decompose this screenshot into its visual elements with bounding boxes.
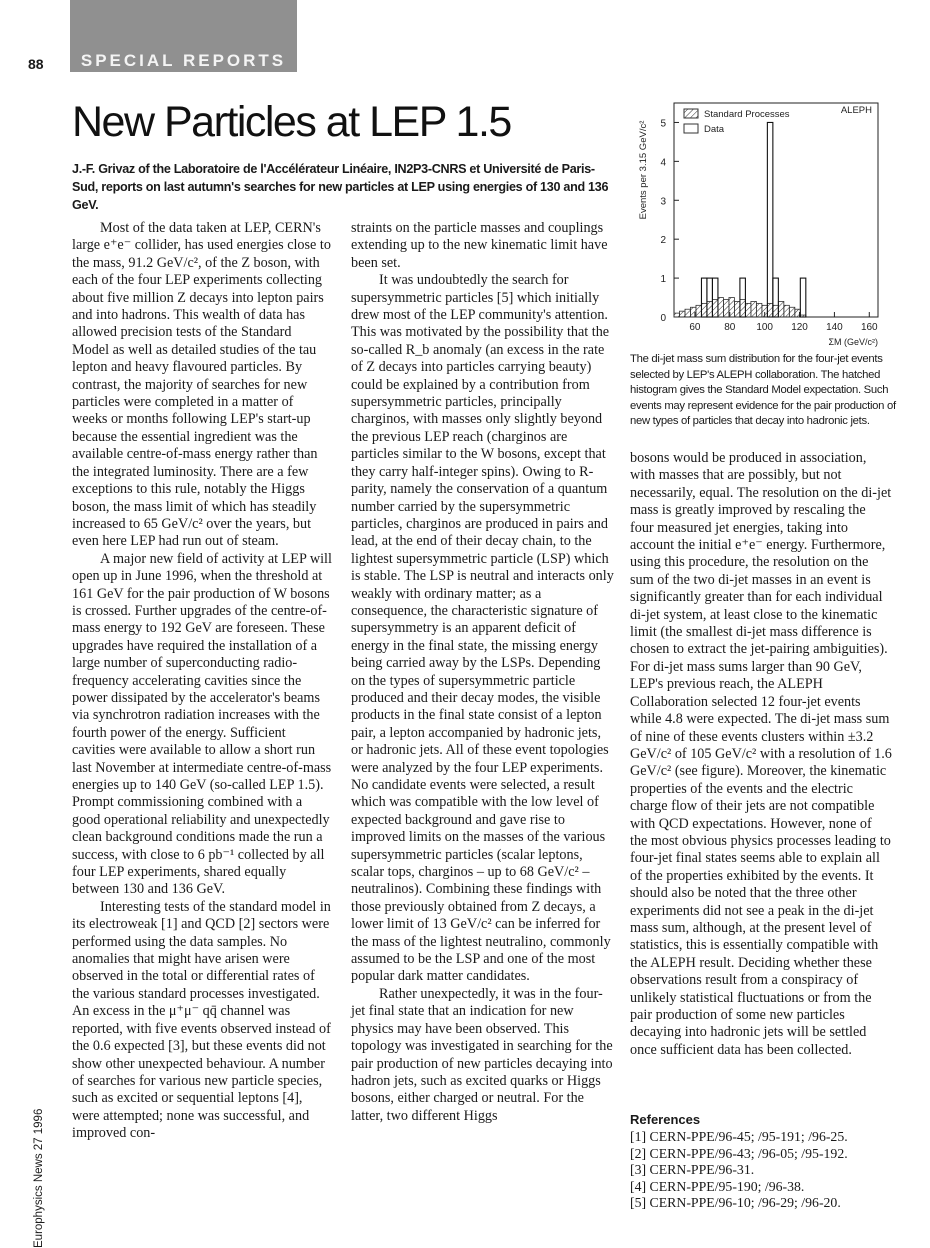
y-tick-label: 5 bbox=[660, 118, 666, 130]
hatched-bar bbox=[762, 305, 767, 317]
hatched-bar bbox=[707, 301, 712, 317]
reference-item: [1] CERN-PPE/96-45; /95-191; /96-25. bbox=[630, 1129, 848, 1144]
reference-item: [2] CERN-PPE/96-43; /96-05; /95-192. bbox=[630, 1145, 848, 1161]
article-byline: J.-F. Grivaz of the Laboratoire de l'Accélérateur Linéaire, IN2P3-CNRS et Université de Paris-Sud, reports on last autumn's searches for new particles at LEP using energies of 130 and 136 GeV. bbox=[72, 162, 609, 212]
x-tick-label: 120 bbox=[791, 322, 808, 333]
hatched-bar bbox=[696, 305, 701, 317]
reference-item: [4] CERN-PPE/95-190; /96-38. bbox=[630, 1178, 805, 1194]
data-bar bbox=[800, 278, 805, 317]
x-tick-label: 160 bbox=[860, 322, 878, 333]
x-tick-label: 140 bbox=[826, 322, 843, 333]
hatched-bar bbox=[718, 298, 723, 317]
x-tick-label: 60 bbox=[689, 322, 701, 333]
y-tick-label: 3 bbox=[660, 196, 666, 208]
hatched-bar bbox=[784, 305, 789, 317]
y-axis-label: Events per 3.15 GeV/c² bbox=[638, 120, 649, 220]
hatched-bar bbox=[729, 298, 734, 317]
histogram-chart bbox=[628, 95, 900, 357]
legend-swatch-data bbox=[684, 124, 698, 133]
references-section bbox=[630, 1112, 892, 1212]
legend-label-standard: Standard Processes bbox=[704, 109, 790, 120]
paragraph: bosons would be produced in association, with masses that are possibly, but not necessarily, equal. The resolution on the di-jet mass is greatly improved by rescaling the four measured jet energies, taking into account the initial e⁺e⁻ energy. Furthermore, using this procedure, the resolution on the sum of the two di-jet masses in an event is significantly greater than for each individual di-jet system, at least close to the kinematic limit (the smallest di-jet mass difference is chosen to extract the jet-pairing ambiguities). For di-jet mass sums larger than 90 GeV, LEP's previous reach, the ALEPH Collaboration selected 12 four-jet events while 4.8 were expected. The di-jet mass sum of nine of these events clusters within ±3.2 GeV/c² of 105 GeV/c² with a resolution of 1.6 GeV/c² (see figure). Moreover, the kinematic properties of the events and the electric charge flow of their jets are not compatible with QCD expectations. However, none of the most obvious physics processes leading to four-jet final states seems able to explain all of the properties exhibited by the events. It should also be noted that the three other experiments did not see a peak in the di-jet mass sum, although, at the present level of statistics, this is essentially compatible with the ALEPH result. Deciding whether these observations result from a conspiracy of unlikely statistical fluctuations or from the pair production of some new particles decaying into hadronic jets will be settled once sufficient data has been collected. bbox=[630, 450, 892, 1058]
body-column-1 bbox=[72, 220, 332, 1143]
section-tab bbox=[70, 0, 297, 72]
data-bar bbox=[767, 122, 772, 317]
histogram-figure bbox=[628, 95, 900, 357]
y-tick-label: 0 bbox=[660, 313, 666, 324]
hatched-bar bbox=[756, 303, 761, 317]
paragraph: straints on the particle masses and couplings extending up to the new kinematic limit have been set. bbox=[351, 220, 608, 271]
paragraph: It was undoubtedly the search for supersymmetric particles [5] which initially drew most of the LEP community's attention. This was motivated by the possibility that the so-called R_b anomaly (an excess in the rate of Z decays into particles carrying beauty) could be explained by a contribution from supersymmetric particles, principally charginos, with masses only slightly beyond the previous LEP reach (charginos are particles similar to the W bosons, except that they carry half-integer spins). Owing to R-parity, namely the conservation of a quantum number carried by the supersymmetric particles, charginos are produced in pairs and lead, at the end of their decay chain, to the lightest supersymmetric particle (LSP) which is stable. The LSP is neutral and interacts only weakly with ordinary matter; as a consequence, the characteristic signature of supersymmetry is an apparent deficit of energy in the final state, the missing energy being carried away by the LSPs. Depending on the types of supersymmetric particle produced and their decay modes, the visible products in the final state consist of a lepton pair, a lepton accompanied by hadronic jets, or hadronic jets. All of these event topologies were analyzed by the four LEP experiments. No candidate events were selected, a result which was compatible with the low level of expected background and gave rise to improved limits on the masses of the various supersymmetric particles (scalar leptons, scalar tops, charginos – up to 68 GeV/c² – neutralinos). Combining these findings with those previously obtained from Z decays, a lower limit of 13 GeV/c² can be inferred for the mass of the lightest neutralino, commonly assumed to be the LSP and one of the most popular dark matter candidates. bbox=[351, 272, 614, 985]
x-tick-label: 80 bbox=[724, 322, 736, 333]
chart-brand-label: ALEPH bbox=[840, 105, 872, 116]
hatched-bar bbox=[734, 301, 739, 317]
y-tick-label: 1 bbox=[660, 274, 666, 286]
plot-frame bbox=[674, 103, 878, 317]
hatched-bar bbox=[679, 311, 684, 317]
paragraph: A major new field of activity at LEP will open up in June 1996, when the threshold at 161 GeV for the pair production of W bosons is crossed. Further upgrades of the centre-of-mass energy to 192 GeV are foreseen. These upgrades have required the installation of a large number of superconducting radio-frequency accelerating cavities since the power dissipated by the accelerator's beams via synchrotron radiation increases with the fourth power of the energy. Sufficient cavities were available to allow a short run last November at intermediate centre-of-mass energies up to 140 GeV (so-called LEP 1.5). Prompt commissioning combined with a good operational reliability and unexpectedly clean background conditions made the run a success, with close to 6 pb⁻¹ collected by all four LEP experiments, shared equally between 130 and 136 GeV. bbox=[72, 550, 332, 898]
hatched-bar bbox=[701, 303, 706, 317]
hatched-bar bbox=[751, 301, 756, 317]
legend-label-data: Data bbox=[704, 124, 725, 135]
hatched-bar bbox=[778, 301, 783, 317]
hatched-bar bbox=[690, 307, 695, 317]
hatched-bar bbox=[789, 307, 794, 317]
paragraph: Interesting tests of the standard model in its electroweak [1] and QCD [2] sectors were performed using the data samples. No anomalies that might have arisen were observed in the total or differential rates of the various standard processes investigated. An excess in the μ⁺μ⁻ qq̄ channel was reported, with five events observed instead of the 0.6 expected [3], but these events did not show other unexpected behaviour. A number of searches for various new particle species, such as excited or sequential leptons [4], were attempted; none was successful, and improved con- bbox=[72, 898, 331, 1142]
hatched-bar bbox=[712, 299, 717, 317]
paragraph: Most of the data taken at LEP, CERN's large e⁺e⁻ collider, has used energies close to the mass, 91.2 GeV/c², of the Z boson, with each of the four LEP experiments collecting about five million Z decays into lepton pairs and into hadrons. This wealth of data has allowed precision tests of the Standard Model as well as detailed studies of the tau lepton and heavy flavoured particles. By contrast, the majority of searches for new particles were completed in a matter of weeks or months following LEP's start-up because the essential ingredient was the available centre-of-mass energy rather than the integrated luminosity. There are a few exceptions to this rule, notably the Higgs boson, the mass limit of which has steadily increased to 65 GeV/c² over the years, but even here LEP had run out of steam. bbox=[72, 220, 331, 550]
x-axis-label: ΣM (GeV/c²) bbox=[828, 337, 878, 347]
y-tick-label: 4 bbox=[660, 157, 666, 169]
article-title: New Particles at LEP 1.5 bbox=[72, 98, 511, 146]
paragraph: Rather unexpectedly, it was in the four-jet final state that an indication for new physics may have been observed. This topology was investigated in searching for the pair production of new particles decaying into hadron jets, such as excited quarks or Higgs bosons, either charged or neutral. For the latter, two different Higgs bbox=[351, 985, 613, 1124]
body-column-3 bbox=[630, 450, 892, 1059]
y-tick-label: 2 bbox=[660, 235, 666, 247]
reference-item: [5] CERN-PPE/96-10; /96-29; /96-20. bbox=[630, 1195, 841, 1210]
hatched-bar bbox=[740, 299, 745, 317]
hatched-bar bbox=[723, 299, 728, 317]
references-list bbox=[630, 1129, 892, 1212]
section-tab-label: SPECIAL REPORTS bbox=[80, 51, 287, 70]
hatched-bar bbox=[767, 303, 772, 317]
hatched-bar bbox=[773, 305, 778, 317]
figure-caption: The di-jet mass sum distribution for the four-jet events selected by LEP's ALEPH collaboration. The hatched histogram gives the Standard Model expectation. Such events may represent evidence for the pair production of new types of particles that decay into hadronic jets. bbox=[630, 353, 896, 428]
hatched-bar bbox=[685, 309, 690, 317]
page-number: 88 bbox=[28, 56, 44, 72]
references-heading: References bbox=[630, 1112, 701, 1127]
hatched-bar bbox=[674, 313, 679, 317]
legend-swatch-standard bbox=[684, 109, 698, 118]
journal-issue-label: Europhysics News 27 1996 bbox=[33, 1108, 45, 1248]
hatched-bar bbox=[745, 303, 750, 317]
hatched-bar bbox=[795, 309, 800, 317]
x-tick-label: 100 bbox=[756, 322, 774, 333]
reference-item: [3] CERN-PPE/96-31. bbox=[630, 1162, 755, 1177]
body-column-2 bbox=[351, 220, 614, 1125]
